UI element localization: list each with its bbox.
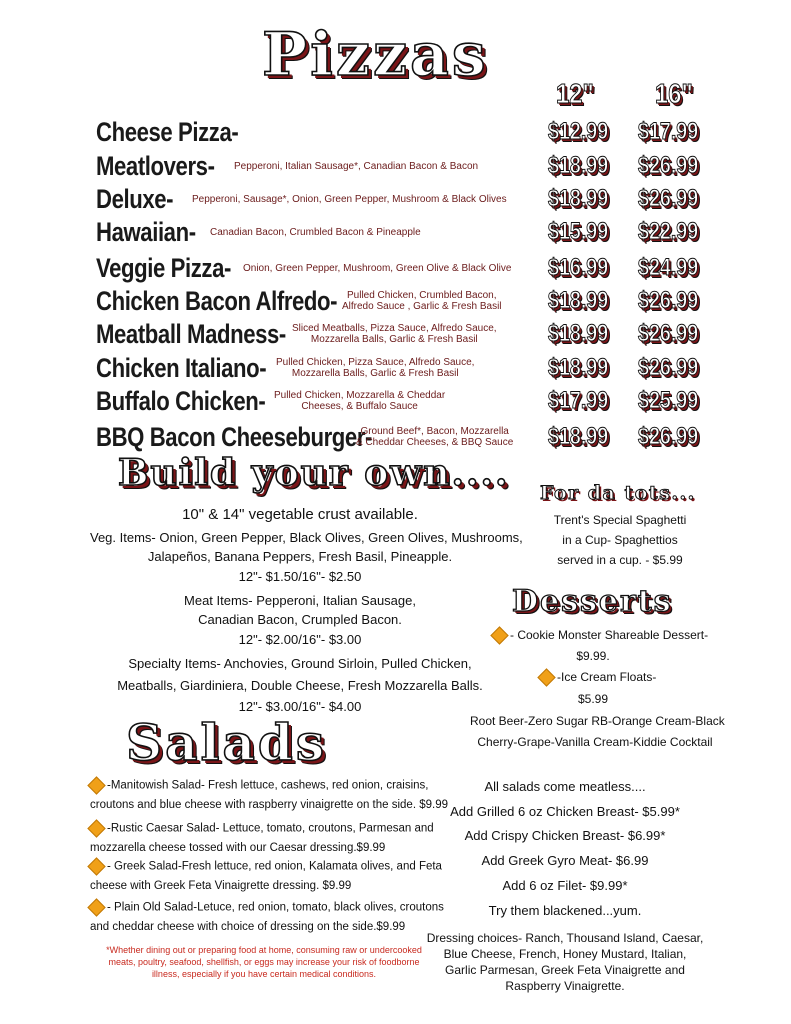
dessert-cookie-price: $9.99. — [576, 649, 610, 663]
price-12: $17.99 — [548, 387, 609, 414]
pizza-description: Onion, Green Pepper, Mushroom, Green Olive & Black Olive — [243, 263, 512, 274]
salad-item — [90, 901, 444, 914]
diamond-bullet-icon — [87, 857, 105, 875]
pizza-name: Meatball Madness- — [96, 318, 286, 349]
pizza-name: Deluxe- — [96, 183, 174, 214]
specialty-items-price: 12"- $3.00/16"- $4.00 — [238, 699, 362, 714]
price-16: $26.99 — [638, 185, 699, 212]
tots-line1: Trent's Special Spaghetti — [553, 513, 687, 527]
pizzas-heading: Pizzas — [262, 20, 489, 90]
salad-item — [90, 860, 442, 873]
meat-items-price: 12"- $2.00/16"- $3.00 — [238, 632, 362, 647]
salad-item — [90, 779, 429, 792]
specialty-items-line2: Meatballs, Giardiniera, Double Cheese, Fresh Mozzarella Balls. — [117, 678, 483, 693]
salad-item-line2: cheese with Greek Feta Vinaigrette dressing. $9.99 — [90, 880, 352, 892]
pizza-name: Chicken Bacon Alfredo- — [96, 285, 338, 316]
pizza-row — [96, 252, 261, 284]
tots-line3: served in a cup. - $5.99 — [557, 553, 683, 567]
pizza-description: Ground Beef*, Bacon, Mozzarella & Cheddar Cheeses, & BBQ Sauce — [356, 426, 514, 448]
salad-item-line1: -Manitowish Salad- Fresh lettuce, cashews, red onion, craisins, — [107, 779, 429, 792]
addon-filet: Add 6 oz Filet- $9.99* — [502, 878, 628, 893]
desserts-heading: Desserts — [512, 584, 673, 619]
addon-gyro-meat: Add Greek Gyro Meat- $6.99 — [481, 853, 649, 868]
price-16: $26.99 — [638, 423, 699, 450]
addon-blackened: Try them blackened...yum. — [488, 903, 642, 918]
pizza-description: Pulled Chicken, Pizza Sauce, Alfredo Sauce, Mozzarella Balls, Garlic & Fresh Basil — [276, 357, 475, 379]
float-flavors-line2: Cherry-Grape-Vanilla Cream-Kiddie Cocktail — [477, 735, 713, 749]
price-12: $18.99 — [548, 320, 609, 347]
pizza-row — [96, 116, 270, 148]
salad-item-line2: and cheddar cheese with choice of dressing on the side.$9.99 — [90, 921, 406, 933]
addon-grilled-chicken: Add Grilled 6 oz Chicken Breast- $5.99* — [450, 804, 680, 819]
food-safety-disclaimer: *Whether dining out or preparing food at home, consuming raw or undercooked meats, poultry, seafood, shellfish, or eggs may increase your risk of foodborne illness, especially if you have certain medical conditions. — [106, 945, 422, 979]
pizza-name: Meatlovers- — [96, 150, 215, 181]
addon-crispy-chicken: Add Crispy Chicken Breast- $6.99* — [464, 828, 666, 843]
size-12-header: 12" — [556, 78, 594, 109]
diamond-bullet-icon — [537, 669, 555, 687]
salad-item-line1: -Rustic Caesar Salad- Lettuce, tomato, croutons, Parmesan and — [107, 822, 434, 835]
price-12: $16.99 — [548, 254, 609, 281]
salad-item-line1: - Greek Salad-Fresh lettuce, red onion, Kalamata olives, and Feta — [107, 860, 442, 873]
pizza-name: Hawaiian- — [96, 216, 196, 247]
price-12: $18.99 — [548, 185, 609, 212]
dessert-cookie-label: - Cookie Monster Shareable Dessert- — [510, 628, 709, 642]
price-12: $12.99 — [548, 118, 609, 145]
crust-note: 10" & 14" vegetable crust available. — [182, 506, 418, 523]
pizza-description: Canadian Bacon, Crumbled Bacon & Pineapple — [210, 227, 421, 238]
dessert-item-floats — [540, 670, 656, 684]
pizza-description: Sliced Meatballs, Pizza Sauce, Alfredo Sauce, Mozzarella Balls, Garlic & Fresh Basil — [292, 323, 497, 345]
size-16-header: 16" — [655, 78, 693, 109]
salad-item-line1: - Plain Old Salad-Letuce, red onion, tomato, black olives, croutons — [107, 901, 444, 914]
dressing-line3: Garlic Parmesan, Greek Feta Vinaigrette and — [445, 963, 685, 977]
veg-items-line2: Jalapeños, Banana Peppers, Fresh Basil, Pineapple. — [147, 549, 453, 564]
pizza-description: Pulled Chicken, Crumbled Bacon, Alfredo Sauce , Garlic & Fresh Basil — [342, 290, 502, 312]
pizza-row — [96, 385, 303, 417]
pizza-description: Pulled Chicken, Mozzarella & Cheddar Cheeses, & Buffalo Sauce — [274, 390, 446, 412]
pizza-name: Chicken Italiano- — [96, 352, 267, 383]
dessert-floats-label: -Ice Cream Floats- — [557, 670, 657, 684]
price-16: $26.99 — [638, 320, 699, 347]
diamond-bullet-icon — [490, 627, 508, 645]
pizza-name: BBQ Bacon Cheeseburger- — [96, 421, 372, 452]
dessert-item-cookie — [493, 628, 708, 642]
price-16: $25.99 — [638, 387, 699, 414]
for-da-tots-heading: For da tots... — [540, 482, 696, 504]
pizza-name: Buffalo Chicken- — [96, 385, 266, 416]
meat-items-line1: Meat Items- Pepperoni, Italian Sausage, — [184, 593, 416, 608]
pizza-description: Pepperoni, Italian Sausage*, Canadian Bacon & Bacon — [234, 161, 479, 172]
specialty-items-line1: Specialty Items- Anchovies, Ground Sirloin, Pulled Chicken, — [128, 656, 472, 671]
build-your-own-heading: Build your own.... — [118, 452, 510, 494]
price-12: $18.99 — [548, 354, 609, 381]
diamond-bullet-icon — [87, 898, 105, 916]
veg-items-line1: Veg. Items- Onion, Green Pepper, Black Olives, Green Olives, Mushrooms, — [90, 530, 523, 545]
float-flavors-line1: Root Beer-Zero Sugar RB-Orange Cream-Black — [470, 714, 725, 728]
veg-items-price: 12"- $1.50/16"- $2.50 — [238, 569, 362, 584]
price-16: $26.99 — [638, 152, 699, 179]
pizza-row — [96, 216, 218, 248]
salad-item — [90, 822, 434, 835]
price-16: $22.99 — [638, 218, 699, 245]
pizza-name: Veggie Pizza- — [96, 252, 231, 283]
dressing-line4: Raspberry Vinaigrette. — [505, 979, 625, 993]
pizza-row — [96, 150, 241, 182]
price-12: $18.99 — [548, 423, 609, 450]
price-16: $26.99 — [638, 287, 699, 314]
dessert-floats-price: $5.99 — [577, 692, 609, 706]
price-16: $24.99 — [638, 254, 699, 281]
price-12: $18.99 — [548, 152, 609, 179]
tots-line2: in a Cup- Spaghettios — [562, 533, 678, 547]
pizza-name: Cheese Pizza- — [96, 116, 239, 147]
diamond-bullet-icon — [87, 819, 105, 837]
salads-heading: Salads — [126, 713, 328, 772]
price-16: $26.99 — [638, 354, 699, 381]
price-12: $15.99 — [548, 218, 609, 245]
pizza-row — [96, 352, 304, 384]
addons-intro: All salads come meatless.... — [484, 779, 646, 794]
dressing-line2: Blue Cheese, French, Honey Mustard, Italian, — [443, 947, 687, 961]
pizza-description: Pepperoni, Sausage*, Onion, Green Pepper, Mushroom & Black Olives — [192, 194, 507, 205]
salad-item-line2: croutons and blue cheese with raspberry vinaigrette on the side. $9.99 — [90, 799, 448, 811]
pizza-row — [96, 183, 190, 215]
salad-item-line2: mozzarella cheese tossed with our Caesar dressing.$9.99 — [90, 842, 386, 854]
price-12: $18.99 — [548, 287, 609, 314]
meat-items-line2: Canadian Bacon, Crumpled Bacon. — [198, 612, 402, 627]
diamond-bullet-icon — [87, 776, 105, 794]
dressing-line1: Dressing choices- Ranch, Thousand Island, Caesar, — [426, 931, 704, 945]
price-16: $17.99 — [638, 118, 699, 145]
